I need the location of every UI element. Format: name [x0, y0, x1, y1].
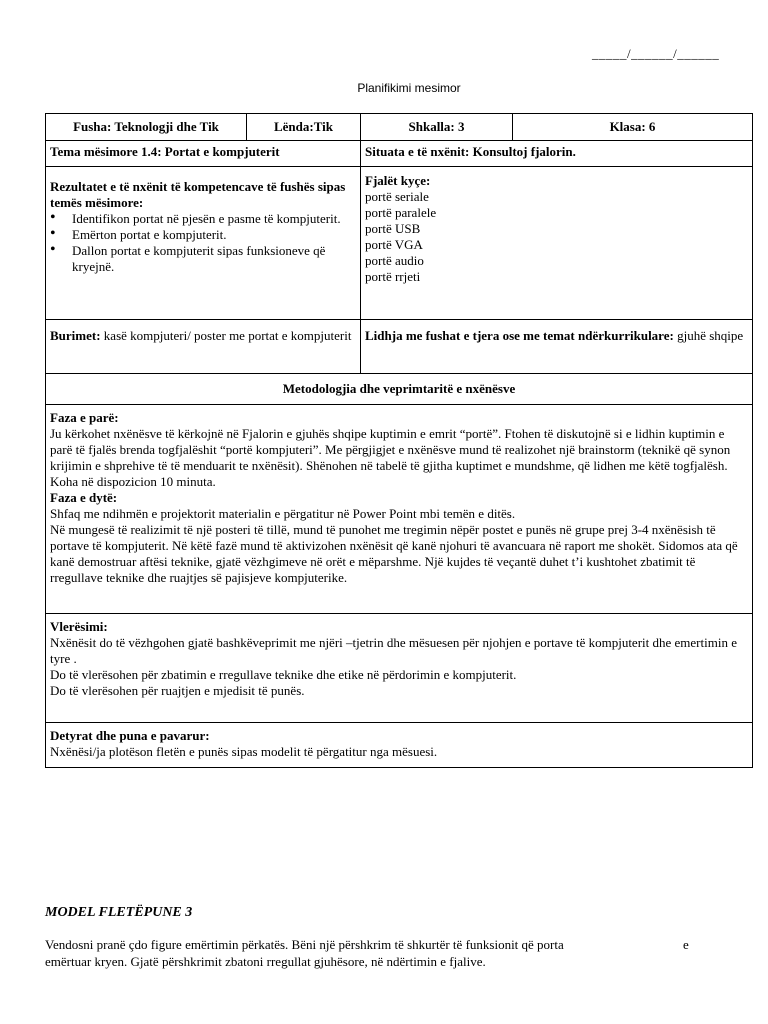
burimet-row [46, 320, 753, 374]
instructions-line-2: emërtuar kryen. Gjatë përshkrimit zbatoni rregullat gjuhësore, në ndërtimin e fjalive. [45, 954, 486, 969]
vleresimi-row [46, 614, 753, 723]
fjalet-item: portë rrjeti [365, 269, 421, 284]
lenda-cell: Lënda:Tik [247, 114, 361, 141]
detyrat-cell [46, 723, 753, 768]
rezultatet-cell [46, 167, 361, 320]
fjalet-item: portë VGA [365, 237, 423, 252]
faza1-text: Ju kërkohet nxënësve të kërkojnë në Fjalorin e gjuhës shqipe kuptimin e emrit “portë”. Ftohen të diskutojnë si e lidhin kuptimin e parë të fjalës brenda togfjalëshit “portë kompjuteri”. Me përgjigjet e nxënësve mund të realizohet një brainstorm (teknikë që synon krijimin e shprehive të të menduarit te nxënësit). Shënohen në tabelë të gjitha kuptimet e mundshme, që lidhen me këtë togfjalësh. Koha në dispozicion 10 minuta. [50, 426, 731, 489]
burimet-label: Burimet: [50, 328, 101, 343]
header-row [46, 114, 753, 141]
shkalla-cell: Shkalla: 3 [361, 114, 513, 141]
faza-row [46, 405, 753, 614]
page-title: Planifikimi mesimor [357, 81, 461, 95]
worksheet-title: MODEL FLETËPUNE 3 [45, 905, 193, 920]
vleresimi-cell [46, 614, 753, 723]
lesson-plan-table [45, 113, 753, 768]
lidhja-label: Lidhja me fushat e tjera ose me temat ndërkurrikulare: [365, 328, 674, 343]
klasa-cell: Klasa: 6 [513, 114, 753, 141]
worksheet-instructions [45, 936, 745, 970]
faza1-heading: Faza e parë: [50, 410, 119, 425]
fjalet-item: portë paralele [365, 205, 437, 220]
fjalet-item: portë audio [365, 253, 424, 268]
date-line: _____/______/______ [592, 46, 720, 61]
tema-row [46, 141, 753, 167]
rezultatet-item: • Identifikon portat në pjesën e pasme të kompjuterit. [50, 211, 356, 227]
fusha-cell: Fusha: Teknologji dhe Tik [46, 114, 247, 141]
detyrat-text: Nxënësi/ja plotëson fletën e punës sipas modelit të përgatitur nga mësuesi. [50, 744, 438, 759]
tema-cell: Tema mësimore 1.4: Portat e kompjuterit [46, 141, 361, 167]
burimet-text: kasë kompjuteri/ poster me portat e kompjuterit [100, 328, 352, 343]
faza2-heading: Faza e dytë: [50, 490, 118, 505]
fjalet-item: portë seriale [365, 189, 429, 204]
rezultatet-list [50, 211, 356, 275]
vleresimi-line: Do të vlerësohen për zbatimin e rregullave teknike dhe etike në përdorimin e kompjuterit. [50, 667, 517, 682]
fjalet-item: portë USB [365, 221, 421, 236]
metodologjia-cell: Metodologjia dhe veprimtaritë e nxënësve [46, 374, 753, 405]
instructions-e: e [683, 937, 689, 952]
detyrat-heading: Detyrat dhe puna e pavarur: [50, 728, 210, 743]
faza2-line: Shfaq me ndihmën e projektorit materialin e përgatitur në Power Point mbi temën e ditës. [50, 506, 516, 521]
situata-cell: Situata e të nxënit: Konsultoj fjalorin. [361, 141, 753, 167]
instructions-line-1: Vendosni pranë çdo figure emërtimin përkatës. Bëni një përshkrim të shkurtër të funksionit që porta [45, 937, 564, 952]
lidhja-cell [361, 320, 753, 374]
detyrat-row [46, 723, 753, 768]
vleresimi-line: Do të vlerësohen për ruajtjen e mjedisit të punës. [50, 683, 305, 698]
vleresimi-heading: Vlerësimi: [50, 619, 108, 634]
rezultatet-item: • Dallon portat e kompjuterit sipas funksioneve që kryejnë. [50, 243, 356, 275]
faza-cell [46, 405, 753, 614]
faza2-line: Në mungesë të realizimit të një posteri të tillë, mund të punohet me tregimin nëpër postet e punës në grupe prej 3-4 nxënësish të portave të kompjuterit. Në këtë fazë mund të aktivizohen nxënësit që kanë njohuri të avancuara në raport me shokët. Sidomos ata që kanë demostruar aftësi teknike, gjatë vëzhgimeve në orët e mëparshme. Një kujdes të veçantë duhet t’i kushtohet zbatimit të rregullave teknike dhe ruajtjes së pajisjeve kompjuterike. [50, 522, 738, 585]
fjalet-list [365, 189, 748, 285]
fjalet-cell [361, 167, 753, 320]
rezultatet-row [46, 167, 753, 320]
rezultatet-heading: Rezultatet e të nxënit të kompetencave të fushës sipas temës mësimore: [50, 179, 346, 210]
fjalet-heading: Fjalët kyçe: [365, 173, 431, 188]
vleresimi-line: Nxënësit do të vëzhgohen gjatë bashkëveprimit me njëri –tjetrin dhe mësuesen për njohjen e portave të kompjuterit dhe emertimin e tyre . [50, 635, 737, 666]
rezultatet-item: • Emërton portat e kompjuterit. [50, 227, 356, 243]
lidhja-text: gjuhë shqipe [673, 328, 744, 343]
burimet-cell [46, 320, 361, 374]
metodologjia-row [46, 374, 753, 405]
